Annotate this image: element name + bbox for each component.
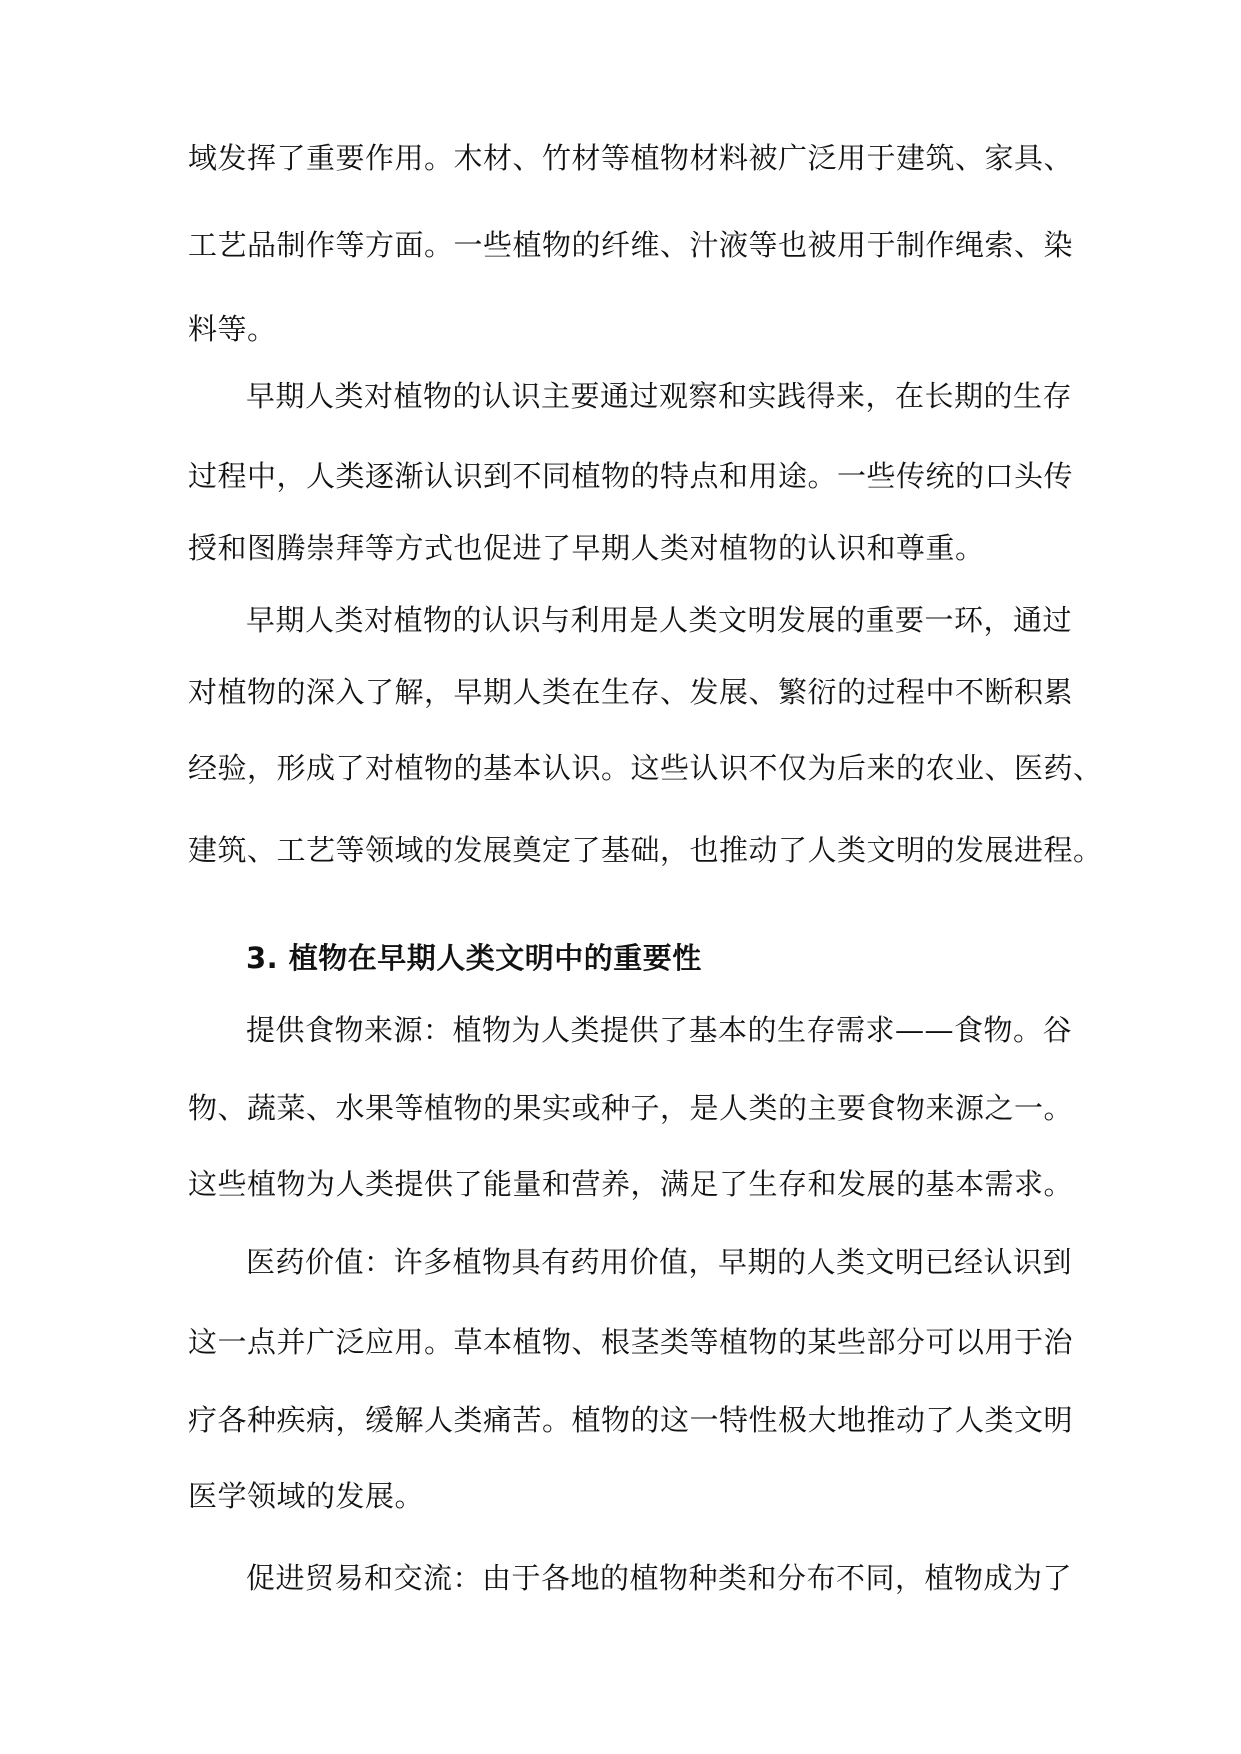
paragraph-3-line-1: 早期人类对植物的认识与利用是人类文明发展的重要一环，通过 [246, 603, 1073, 637]
paragraph-4-line-1: 提供食物来源：植物为人类提供了基本的生存需求——食物。谷 [246, 1013, 1073, 1047]
paragraph-2-line-1: 早期人类对植物的认识主要通过观察和实践得来，在长期的生存 [246, 379, 1073, 413]
paragraph-3-line-3: 经验，形成了对植物的基本认识。这些认识不仅为后来的农业、医药、 [188, 751, 1103, 785]
paragraph-1-line-1: 域发挥了重要作用。木材、竹材等植物材料被广泛用于建筑、家具、 [188, 141, 1074, 175]
paragraph-1-line-2: 工艺品制作等方面。一些植物的纤维、汁液等也被用于制作绳索、染 [188, 228, 1074, 262]
paragraph-5-line-3: 疗各种疾病，缓解人类痛苦。植物的这一特性极大地推动了人类文明 [188, 1403, 1074, 1437]
section-heading: 3. 植物在早期人类文明中的重要性 [246, 941, 702, 975]
paragraph-2-line-2: 过程中，人类逐渐认识到不同植物的特点和用途。一些传统的口头传 [188, 459, 1074, 493]
paragraph-4-line-2: 物、蔬菜、水果等植物的果实或种子，是人类的主要食物来源之一。 [188, 1091, 1074, 1125]
paragraph-6-line-1: 促进贸易和交流：由于各地的植物种类和分布不同，植物成为了 [246, 1561, 1073, 1595]
paragraph-4-line-3: 这些植物为人类提供了能量和营养，满足了生存和发展的基本需求。 [188, 1167, 1074, 1201]
paragraph-5-line-2: 这一点并广泛应用。草本植物、根茎类等植物的某些部分可以用于治 [188, 1325, 1074, 1359]
paragraph-5-line-4: 医学领域的发展。 [188, 1479, 425, 1513]
paragraph-1-line-3: 料等。 [188, 312, 277, 346]
paragraph-3-line-2: 对植物的深入了解，早期人类在生存、发展、繁衍的过程中不断积累 [188, 675, 1074, 709]
paragraph-3-line-4: 建筑、工艺等领域的发展奠定了基础，也推动了人类文明的发展进程。 [188, 833, 1103, 867]
paragraph-5-line-1: 医药价值：许多植物具有药用价值，早期的人类文明已经认识到 [246, 1245, 1073, 1279]
paragraph-2-line-3: 授和图腾崇拜等方式也促进了早期人类对植物的认识和尊重。 [188, 531, 985, 565]
